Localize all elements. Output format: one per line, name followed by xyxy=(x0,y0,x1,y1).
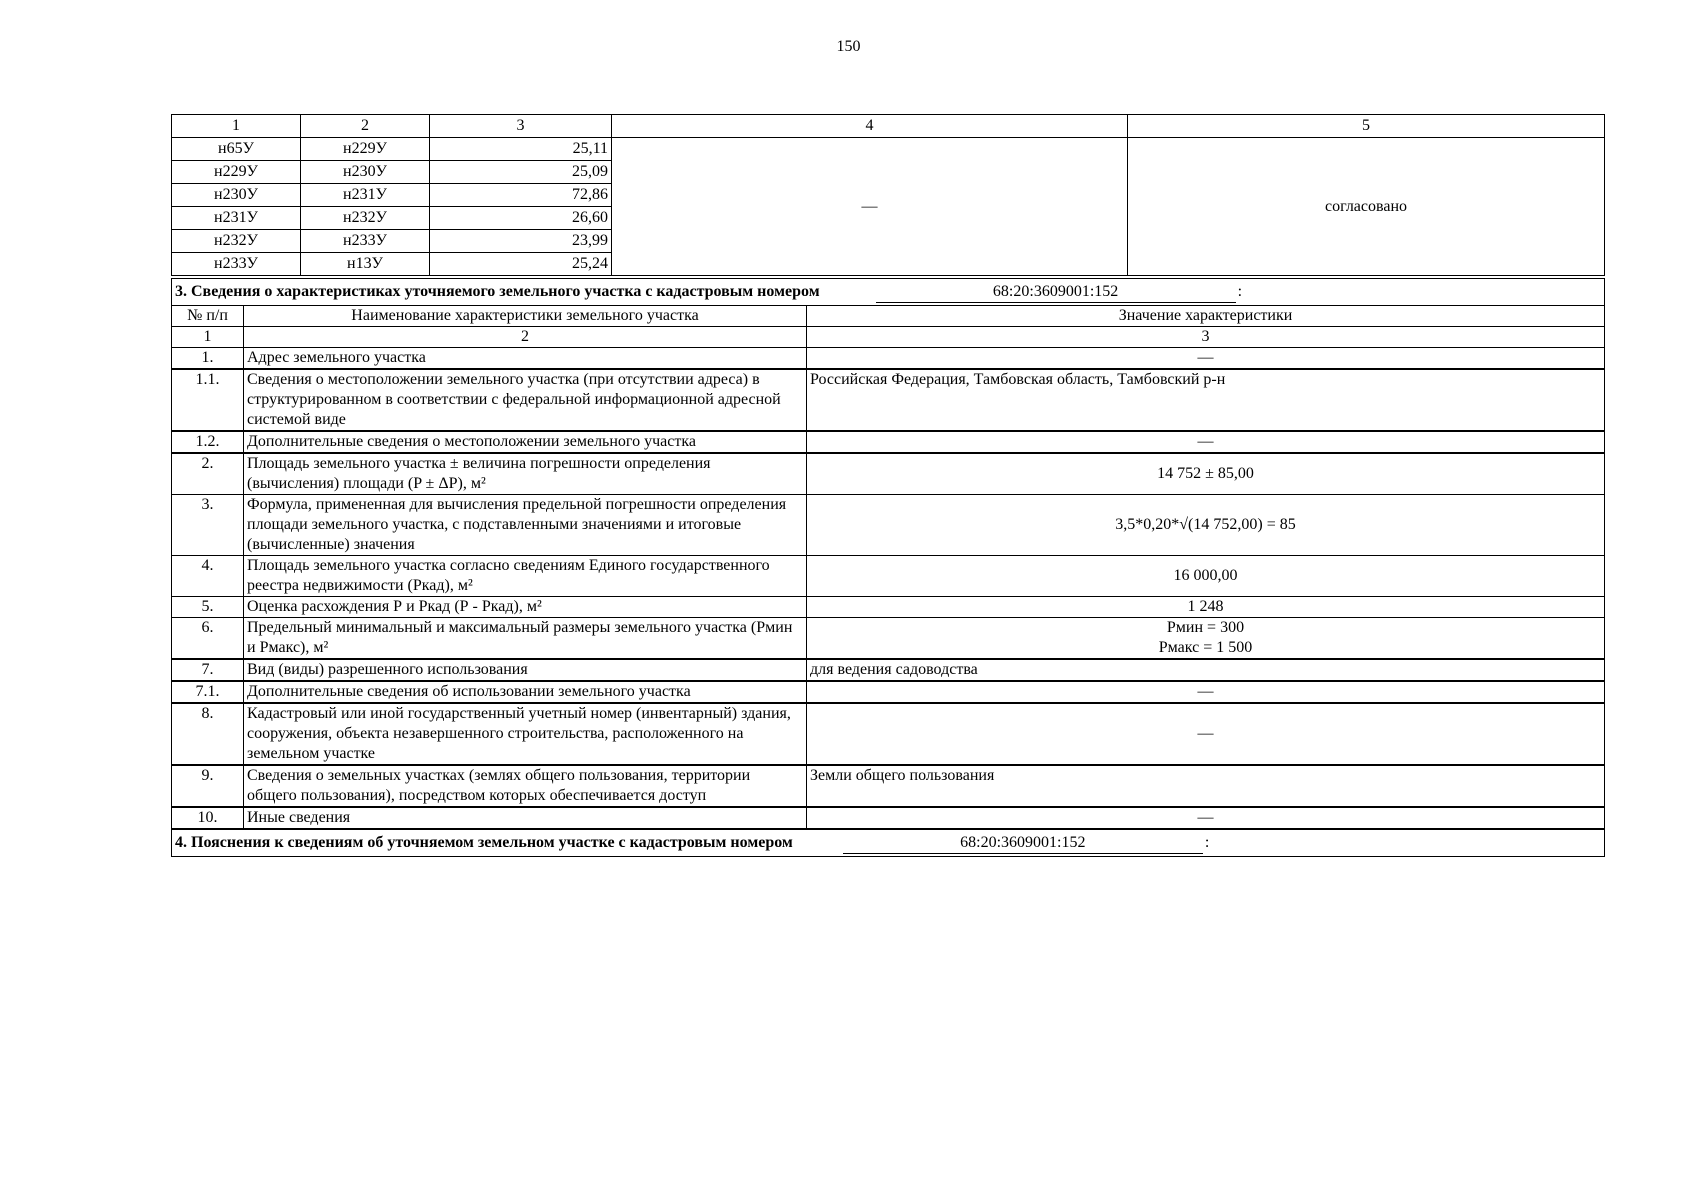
section-3-cadastral-number: 68:20:3609001:152 xyxy=(876,282,1236,303)
table-row xyxy=(172,556,1605,597)
section-4-cadastral-number: 68:20:3609001:152 xyxy=(843,833,1203,854)
row-name: Площадь земельного участка согласно сведениям Единого государственного реестра недвижимости (Ркад), м² xyxy=(244,556,807,597)
point-from: н232У xyxy=(172,230,301,253)
row-name: Кадастровый или иной государственный учетный номер (инвентарный) здания, сооружения, объекта незавершенного строительства, расположенного на земельном участке xyxy=(244,703,807,765)
segment-length: 25,09 xyxy=(430,161,612,184)
section-4-colon: : xyxy=(1204,834,1210,851)
point-from: н233У xyxy=(172,253,301,276)
col-number-1: 1 xyxy=(172,327,244,348)
row-value: — xyxy=(807,348,1605,370)
row-num: 10. xyxy=(172,807,244,829)
point-to: н229У xyxy=(301,138,430,161)
header-value: Значение характеристики xyxy=(807,306,1605,327)
segment-length: 25,11 xyxy=(430,138,612,161)
row-num: 7. xyxy=(172,659,244,681)
row-value: Российская Федерация, Тамбовская область, Тамбовский р-н xyxy=(807,369,1605,431)
segment-length: 26,60 xyxy=(430,207,612,230)
table-row xyxy=(172,703,1605,765)
point-from: н230У xyxy=(172,184,301,207)
col-number-3: 3 xyxy=(807,327,1605,348)
row-value: — xyxy=(807,703,1605,765)
boundary-header-row xyxy=(172,115,1605,138)
row-name: Площадь земельного участка ± величина погрешности определения (вычисления) площади (P ± ΔP), м² xyxy=(244,453,807,495)
approval-status: согласовано xyxy=(1128,138,1605,276)
section-3-heading-row xyxy=(172,279,1605,306)
segment-length: 72,86 xyxy=(430,184,612,207)
table-row xyxy=(172,597,1605,618)
section-4-heading-row xyxy=(172,829,1605,857)
table-row xyxy=(172,807,1605,829)
value-max: Рмакс = 1 500 xyxy=(1158,639,1253,656)
row-num: 7.1. xyxy=(172,681,244,703)
table-row xyxy=(172,618,1605,660)
table-row xyxy=(172,495,1605,556)
row-num: 1.1. xyxy=(172,369,244,431)
row-value: — xyxy=(807,431,1605,453)
point-to: н232У xyxy=(301,207,430,230)
row-num: 4. xyxy=(172,556,244,597)
row-name: Формула, примененная для вычисления предельной погрешности определения площади земельного участка, с подставленными значениями и итоговые (вычисленные) значения xyxy=(244,495,807,556)
section-3-colon: : xyxy=(1237,283,1243,300)
row-value: для ведения садоводства xyxy=(807,659,1605,681)
table-row xyxy=(172,369,1605,431)
table-row xyxy=(172,659,1605,681)
row-name: Дополнительные сведения о местоположении земельного участка xyxy=(244,431,807,453)
row-name: Дополнительные сведения об использовании земельного участка xyxy=(244,681,807,703)
table-row xyxy=(172,765,1605,807)
col4-value: — xyxy=(612,138,1128,276)
row-name: Сведения о земельных участках (землях общего пользования, территории общего пользования), посредством которых обеспечивается доступ xyxy=(244,765,807,807)
section-4-heading xyxy=(172,829,1605,857)
table-row xyxy=(172,453,1605,495)
col-header-2: 2 xyxy=(301,115,430,138)
segment-length: 23,99 xyxy=(430,230,612,253)
column-number-row xyxy=(172,327,1605,348)
row-name: Сведения о местоположении земельного участка (при отсутствии адреса) в структурированном в соответствии с федеральной информационной адресной системой виде xyxy=(244,369,807,431)
point-to: н13У xyxy=(301,253,430,276)
row-value: — xyxy=(807,681,1605,703)
row-value xyxy=(807,618,1605,660)
row-num: 6. xyxy=(172,618,244,660)
row-num: 8. xyxy=(172,703,244,765)
table-row xyxy=(172,138,1605,161)
col-header-4: 4 xyxy=(612,115,1128,138)
page-number: 150 xyxy=(836,38,861,55)
table-row xyxy=(172,348,1605,370)
row-value: 16 000,00 xyxy=(807,556,1605,597)
table-row xyxy=(172,681,1605,703)
row-value: 1 248 xyxy=(807,597,1605,618)
col-number-2: 2 xyxy=(244,327,807,348)
section-3-title: 3. Сведения о характеристиках уточняемого земельного участка с кадастровым номером xyxy=(175,283,820,300)
col-header-5: 5 xyxy=(1128,115,1605,138)
row-name: Адрес земельного участка xyxy=(244,348,807,370)
boundary-table xyxy=(171,114,1605,276)
row-name: Оценка расхождения Р и Ркад (Р - Ркад), м² xyxy=(244,597,807,618)
point-to: н231У xyxy=(301,184,430,207)
row-value: — xyxy=(807,807,1605,829)
row-num: 9. xyxy=(172,765,244,807)
row-num: 3. xyxy=(172,495,244,556)
point-from: н65У xyxy=(172,138,301,161)
characteristics-table xyxy=(171,278,1605,857)
col-header-1: 1 xyxy=(172,115,301,138)
row-value: 3,5*0,20*√(14 752,00) = 85 xyxy=(807,495,1605,556)
value-min: Рмин = 300 xyxy=(1166,619,1245,636)
point-to: н233У xyxy=(301,230,430,253)
header-name: Наименование характеристики земельного участка xyxy=(244,306,807,327)
row-num: 1.2. xyxy=(172,431,244,453)
col-header-3: 3 xyxy=(430,115,612,138)
row-num: 2. xyxy=(172,453,244,495)
segment-length: 25,24 xyxy=(430,253,612,276)
row-num: 5. xyxy=(172,597,244,618)
header-num: № п/п xyxy=(172,306,244,327)
section-3-heading xyxy=(172,279,1605,306)
row-value: Земли общего пользования xyxy=(807,765,1605,807)
row-num: 1. xyxy=(172,348,244,370)
row-name: Иные сведения xyxy=(244,807,807,829)
row-value: 14 752 ± 85,00 xyxy=(807,453,1605,495)
row-name: Вид (виды) разрешенного использования xyxy=(244,659,807,681)
point-to: н230У xyxy=(301,161,430,184)
point-from: н231У xyxy=(172,207,301,230)
point-from: н229У xyxy=(172,161,301,184)
row-name: Предельный минимальный и максимальный размеры земельного участка (Рмин и Рмакс), м² xyxy=(244,618,807,660)
table-row xyxy=(172,431,1605,453)
section-4-title: 4. Пояснения к сведениям об уточняемом земельном участке с кадастровым номером xyxy=(175,834,793,851)
characteristics-header-row xyxy=(172,306,1605,327)
